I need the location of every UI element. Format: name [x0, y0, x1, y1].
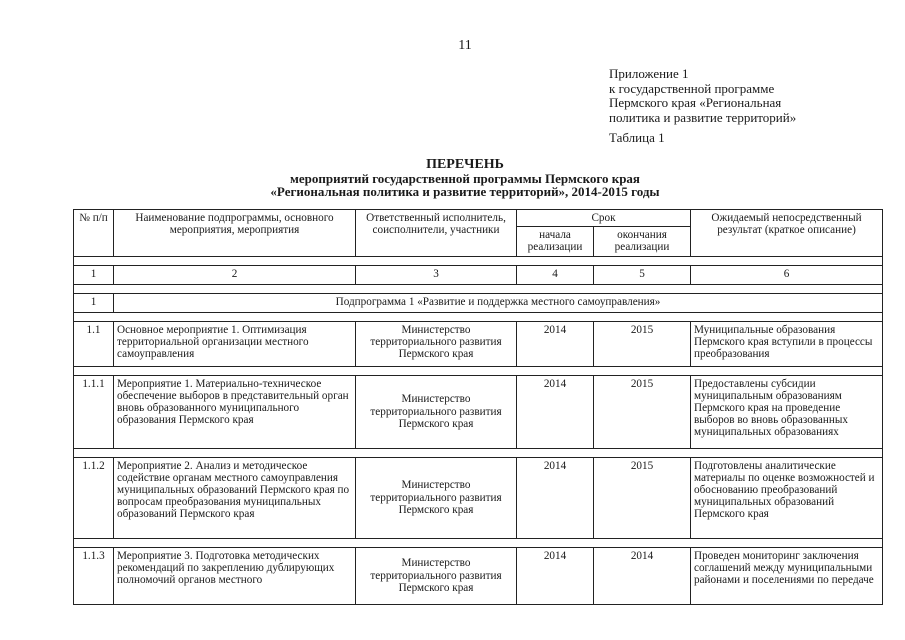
table-header-row — [74, 210, 883, 227]
table-gap — [74, 284, 883, 293]
header-term-end: окончания реализации — [594, 227, 691, 256]
header-term-start: начала реализации — [517, 227, 594, 256]
row-start: 2014 — [517, 375, 594, 448]
appendix-header — [609, 67, 796, 125]
appendix-line: Пермского края «Региональная — [609, 95, 782, 110]
row-start: 2014 — [517, 547, 594, 604]
row-name: Мероприятие 3. Подготовка методических рекомендаций по закреплению дублирующих полномочий органов местного — [114, 547, 356, 604]
column-number: 2 — [114, 265, 356, 284]
row-name: Мероприятие 1. Материально-техническое обеспечение выборов в представительный орган вновь образованного муниципального образования Пермского края — [114, 375, 356, 448]
row-num: 1.1 — [74, 321, 114, 366]
row-num: 1.1.3 — [74, 547, 114, 604]
appendix-line: Приложение 1 — [609, 66, 689, 81]
row-num: 1.1.2 — [74, 457, 114, 538]
column-number: 4 — [517, 265, 594, 284]
column-number: 1 — [74, 265, 114, 284]
table-row — [74, 457, 883, 538]
table-row — [74, 375, 883, 448]
row-name: Основное мероприятие 1. Оптимизация территориальной организации местного самоуправления — [114, 321, 356, 366]
row-num: 1.1.1 — [74, 375, 114, 448]
header-result: Ожидаемый непосредственный результат (краткое описание) — [691, 210, 883, 257]
appendix-line: к государственной программе — [609, 80, 775, 96]
row-start: 2014 — [517, 457, 594, 538]
document-title — [0, 158, 905, 199]
column-number: 5 — [594, 265, 691, 284]
row-executor: Министерство территориального развития Пермского края — [356, 547, 517, 604]
subprogram-num: 1 — [74, 293, 114, 312]
row-result: Подготовлены аналитические материалы по оценке возможностей и обоснованию преобразований муниципальных образований Пермского края — [691, 457, 883, 538]
header-name: Наименование подпрограммы, основного мероприятия, мероприятия — [114, 210, 356, 257]
row-end: 2015 — [594, 457, 691, 538]
table-row — [74, 321, 883, 366]
header-executor: Ответственный исполнитель, соисполнители, участники — [356, 210, 517, 257]
table-gap — [74, 366, 883, 375]
row-end: 2014 — [594, 547, 691, 604]
row-executor: Министерство территориального развития Пермского края — [356, 321, 517, 366]
title-main: ПЕРЕЧЕНЬ — [426, 157, 504, 172]
subprogram-title: Подпрограмма 1 «Развитие и поддержка местного самоуправления» — [114, 293, 883, 312]
table-label: Таблица 1 — [609, 130, 665, 145]
column-numbers-row — [74, 265, 883, 284]
row-result: Предоставлены субсидии муниципальным образованиям Пермского края на проведение выборов во вновь образованных муниципальных образованиях — [691, 375, 883, 448]
row-result: Проведен мониторинг заключения соглашений между муниципальными районами и поселениями по передаче — [691, 547, 883, 604]
activities-table — [73, 209, 883, 605]
page-number: 11 — [458, 38, 472, 53]
column-number: 6 — [691, 265, 883, 284]
table-row — [74, 547, 883, 604]
row-end: 2015 — [594, 321, 691, 366]
header-num: № п/п — [74, 210, 114, 257]
title-line-2: мероприятий государственной программы Пермского края — [290, 170, 640, 186]
table-gap — [74, 538, 883, 547]
row-start: 2014 — [517, 321, 594, 366]
table-gap — [74, 256, 883, 265]
row-name: Мероприятие 2. Анализ и методическое содействие органам местного самоуправления муниципальных образований Пермского края по вопросам преобразования муниципальных образований Пермского края — [114, 457, 356, 538]
row-result: Муниципальные образования Пермского края вступили в процессы преобразования — [691, 321, 883, 366]
row-executor: Министерство территориального развития Пермского края — [356, 457, 517, 538]
column-number: 3 — [356, 265, 517, 284]
row-end: 2015 — [594, 375, 691, 448]
table-gap — [74, 448, 883, 457]
appendix-line: политика и развитие территорий» — [609, 109, 797, 125]
row-executor: Министерство территориального развития Пермского края — [356, 375, 517, 448]
table-gap — [74, 312, 883, 321]
header-term: Срок — [517, 210, 691, 227]
title-line-3: «Региональная политика и развитие территорий», 2014-2015 годы — [270, 184, 660, 199]
subprogram-row — [74, 293, 883, 312]
